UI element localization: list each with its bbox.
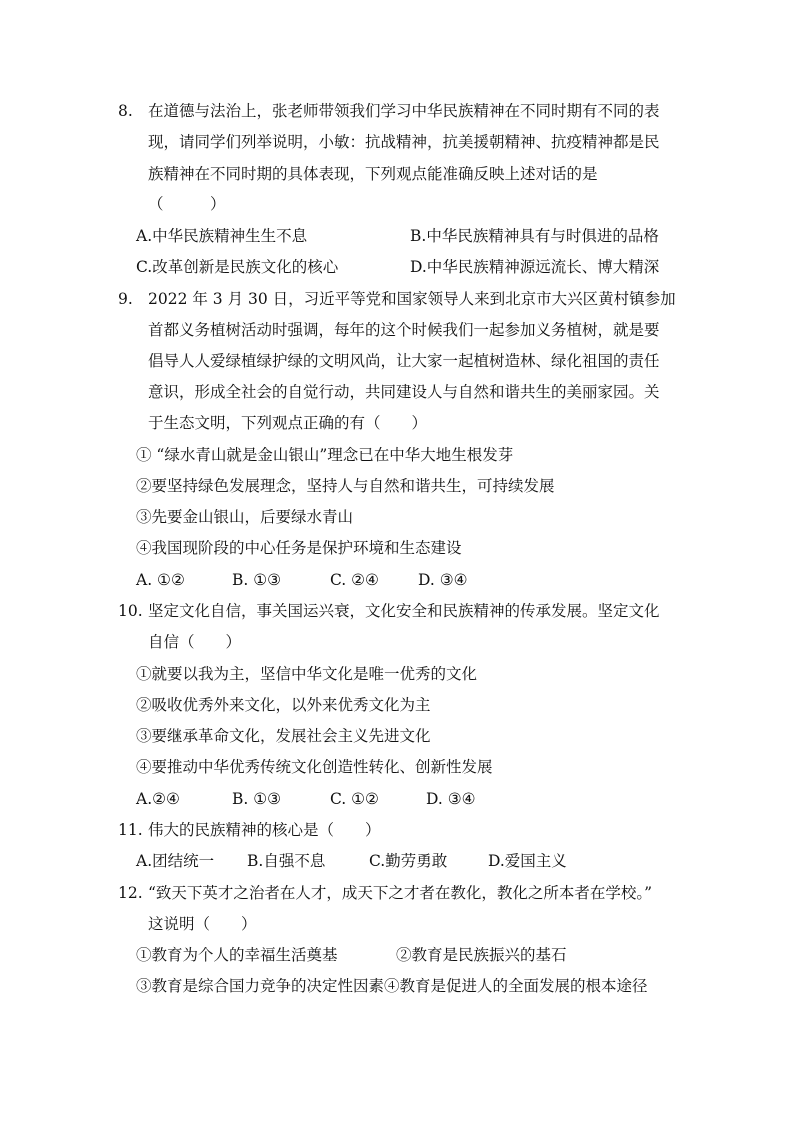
option-c: C. ②④ [330, 571, 379, 589]
statement-item: ③要继承革命文化，发展社会主义先进文化 [136, 727, 431, 745]
statement-item: ①就要以我为主，坚信中华文化是唯一优秀的文化 [136, 665, 478, 683]
statement-item: ②吸收优秀外来文化，以外来优秀文化为主 [136, 696, 431, 714]
statement-item: ③教育是综合国力竞争的决定性因素④教育是促进人的全面发展的根本途径 [136, 977, 648, 995]
question-stem-line: 族精神在不同时期的具体表现，下列观点能准确反映上述对话的是 [148, 165, 598, 183]
option-b: B.自强不息 [247, 852, 326, 870]
question-stem-line: 于生态文明，下列观点正确的有（ ） [148, 414, 428, 432]
question-stem-line: 伟大的民族精神的核心是（ ） [148, 821, 381, 839]
statement-item: ④我国现阶段的中心任务是保护环境和生态建设 [136, 539, 462, 557]
question-stem-line: 意识，形成全社会的自觉行动，共同建设人与自然和谐共生的美丽家园。关 [148, 383, 660, 401]
question-stem-line: 现，请同学们列举说明，小敏：抗战精神，抗美援朝精神、抗疫精神都是民 [148, 133, 660, 151]
question-stem-line: 首都义务植树活动时强调，每年的这个时候我们一起参加义务植树，就是要 [148, 321, 660, 339]
answer-blank: （ ） [148, 195, 226, 213]
statement-item: ③先要金山银山，后要绿水青山 [136, 508, 354, 526]
option-d: D.爱国主义 [488, 852, 567, 870]
option-d: D.中华民族精神源远流长、博大精深 [410, 258, 660, 276]
question-stem-line: 倡导人人爱绿植绿护绿的文明风尚，让大家一起植树造林、绿化祖国的责任 [148, 352, 660, 370]
statement-item: ②教育是民族振兴的基石 [396, 946, 567, 964]
option-c: C.勤劳勇敢 [369, 852, 448, 870]
option-a: A.团结统一 [136, 852, 215, 870]
option-a: A. ①② [136, 571, 185, 589]
question-number: 11. [118, 821, 143, 839]
option-d: D. ③④ [418, 571, 468, 589]
question-stem-line: “致天下英才之治者在人才，成天下之才者在教化，教化之所本者在学校。” [148, 884, 653, 902]
option-d: D. ③④ [426, 790, 476, 808]
question-stem-line: 坚定文化自信，事关国运兴衰，文化安全和民族精神的传承发展。坚定文化 [148, 602, 660, 620]
option-a: A.中华民族精神生生不息 [136, 227, 308, 245]
question-stem-line: 在道德与法治上，张老师带领我们学习中华民族精神在不同时期有不同的表 [148, 102, 660, 120]
question-number: 8. [118, 102, 133, 120]
option-a: A.②④ [136, 790, 180, 808]
question-number: 10. [118, 602, 143, 620]
question-number: 9. [118, 290, 133, 308]
option-b: B. ①③ [232, 790, 282, 808]
option-c: C.改革创新是民族文化的核心 [136, 258, 339, 276]
question-number: 12. [118, 884, 143, 902]
question-stem-line: 这说明（ ） [148, 915, 257, 933]
statement-item: ②要坚持绿色发展理念，坚持人与自然和谐共生，可持续发展 [136, 477, 555, 495]
statement-item: ① “绿水青山就是金山银山”理念已在中华大地生根发芽 [136, 446, 514, 464]
question-stem-line: 2022 年 3 月 30 日，习近平等党和国家领导人来到北京市大兴区黄村镇参加 [148, 290, 676, 308]
statement-item: ①教育为个人的幸福生活奠基 [136, 946, 338, 964]
option-b: B.中华民族精神具有与时俱进的品格 [410, 227, 659, 245]
option-b: B. ①③ [232, 571, 282, 589]
question-stem-line: 自信（ ） [148, 633, 242, 651]
option-c: C. ①② [330, 790, 379, 808]
statement-item: ④要推动中华优秀传统文化创造性转化、创新性发展 [136, 758, 493, 776]
